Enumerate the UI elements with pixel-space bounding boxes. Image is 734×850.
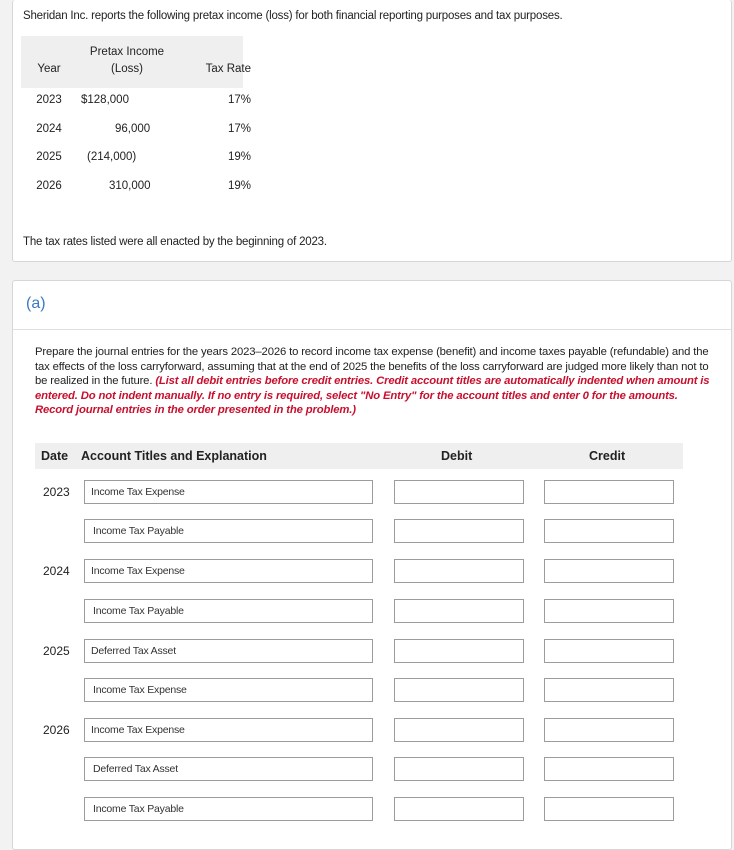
header-credit: Credit [589,449,626,463]
journal-header [35,443,683,469]
credit-input[interactable] [544,599,674,623]
problem-intro: Sheridan Inc. reports the following pretax income (loss) for both financial reporting purposes and tax purposes. [23,10,563,22]
debit-input[interactable] [394,757,524,781]
entry-date: 2025 [43,644,70,658]
part-label: (a) [26,295,46,312]
cell-income: $128,000 [81,94,129,107]
problem-card [12,0,732,262]
cell-rate: 19% [227,179,251,192]
account-title-select[interactable]: Income Tax Payable [84,599,373,623]
journal-row [35,559,695,585]
credit-input[interactable] [544,757,674,781]
table-row [21,115,255,144]
entry-date: 2024 [43,564,70,578]
cell-year: 2026 [36,179,62,192]
part-header [13,281,731,330]
header-account-titles: Account Titles and Explanation [81,449,267,463]
account-title-select[interactable]: Income Tax Payable [84,519,373,543]
journal-row [35,757,695,783]
credit-input[interactable] [544,639,674,663]
credit-input[interactable] [544,797,674,821]
header-year: Year [37,63,61,75]
instructions [35,345,715,418]
journal-row [35,639,695,665]
cell-year: 2024 [36,122,62,135]
table-row [21,172,255,201]
entry-date: 2026 [43,723,70,737]
header-tax-rate: Tax Rate [205,63,251,75]
account-title-select[interactable]: Income Tax Expense [84,718,373,742]
credit-input[interactable] [544,559,674,583]
header-date: Date [41,449,69,463]
header-pretax-income [77,44,177,86]
header-pretax-income-line2: (Loss) [111,63,143,75]
account-title-select[interactable]: Income Tax Expense [84,678,373,702]
debit-input[interactable] [394,639,524,663]
account-title-select[interactable]: Income Tax Payable [84,797,373,821]
cell-rate: 17% [227,94,251,107]
cell-year: 2025 [36,151,62,164]
account-title-select[interactable]: Income Tax Expense [84,480,373,504]
pretax-income-table [21,44,255,200]
part-a-card [12,280,732,850]
debit-input[interactable] [394,559,524,583]
debit-input[interactable] [394,599,524,623]
debit-input[interactable] [394,480,524,504]
cell-rate: 19% [227,151,251,164]
journal-row [35,519,695,545]
debit-input[interactable] [394,678,524,702]
cell-income: 96,000 [115,122,151,135]
instructions-text: Prepare the journal entries for the years 2023–2026 to record income tax expense (benefit) and income taxes payable (refundable) and the tax effects of the loss carryforward, assuming that at the end of 2025 the benefits of the loss carryforward are judged more likely than not to be realized in the future. [35,346,709,387]
journal-row [35,718,695,744]
debit-input[interactable] [394,718,524,742]
entry-date: 2023 [43,485,70,499]
header-pretax-income-line1: Pretax Income [89,46,165,58]
account-title-select[interactable]: Income Tax Expense [84,559,373,583]
instructions-warning: (List all debit entries before credit entries. Credit account titles are automatically indented when amount is entered. Do not indent manually. If no entry is required, select "No Entry" for the account titles and enter 0 for the amounts. Record journal entries in the order presented in the problem.) [35,375,710,416]
cell-income: (214,000) [87,151,137,164]
credit-input[interactable] [544,519,674,543]
debit-input[interactable] [394,797,524,821]
journal-row [35,599,695,625]
header-debit: Debit [441,449,473,463]
cell-rate: 17% [227,122,251,135]
cell-income: 310,000 [109,179,151,192]
account-title-select[interactable]: Deferred Tax Asset [84,639,373,663]
journal-row [35,480,695,506]
debit-input[interactable] [394,519,524,543]
credit-input[interactable] [544,678,674,702]
credit-input[interactable] [544,480,674,504]
journal-row [35,797,695,823]
table-row [21,86,255,115]
account-title-select[interactable]: Deferred Tax Asset [84,757,373,781]
credit-input[interactable] [544,718,674,742]
cell-year: 2023 [36,94,62,107]
journal-row [35,678,695,704]
table-row [21,143,255,172]
tax-rate-footnote: The tax rates listed were all enacted by the beginning of 2023. [23,236,327,248]
